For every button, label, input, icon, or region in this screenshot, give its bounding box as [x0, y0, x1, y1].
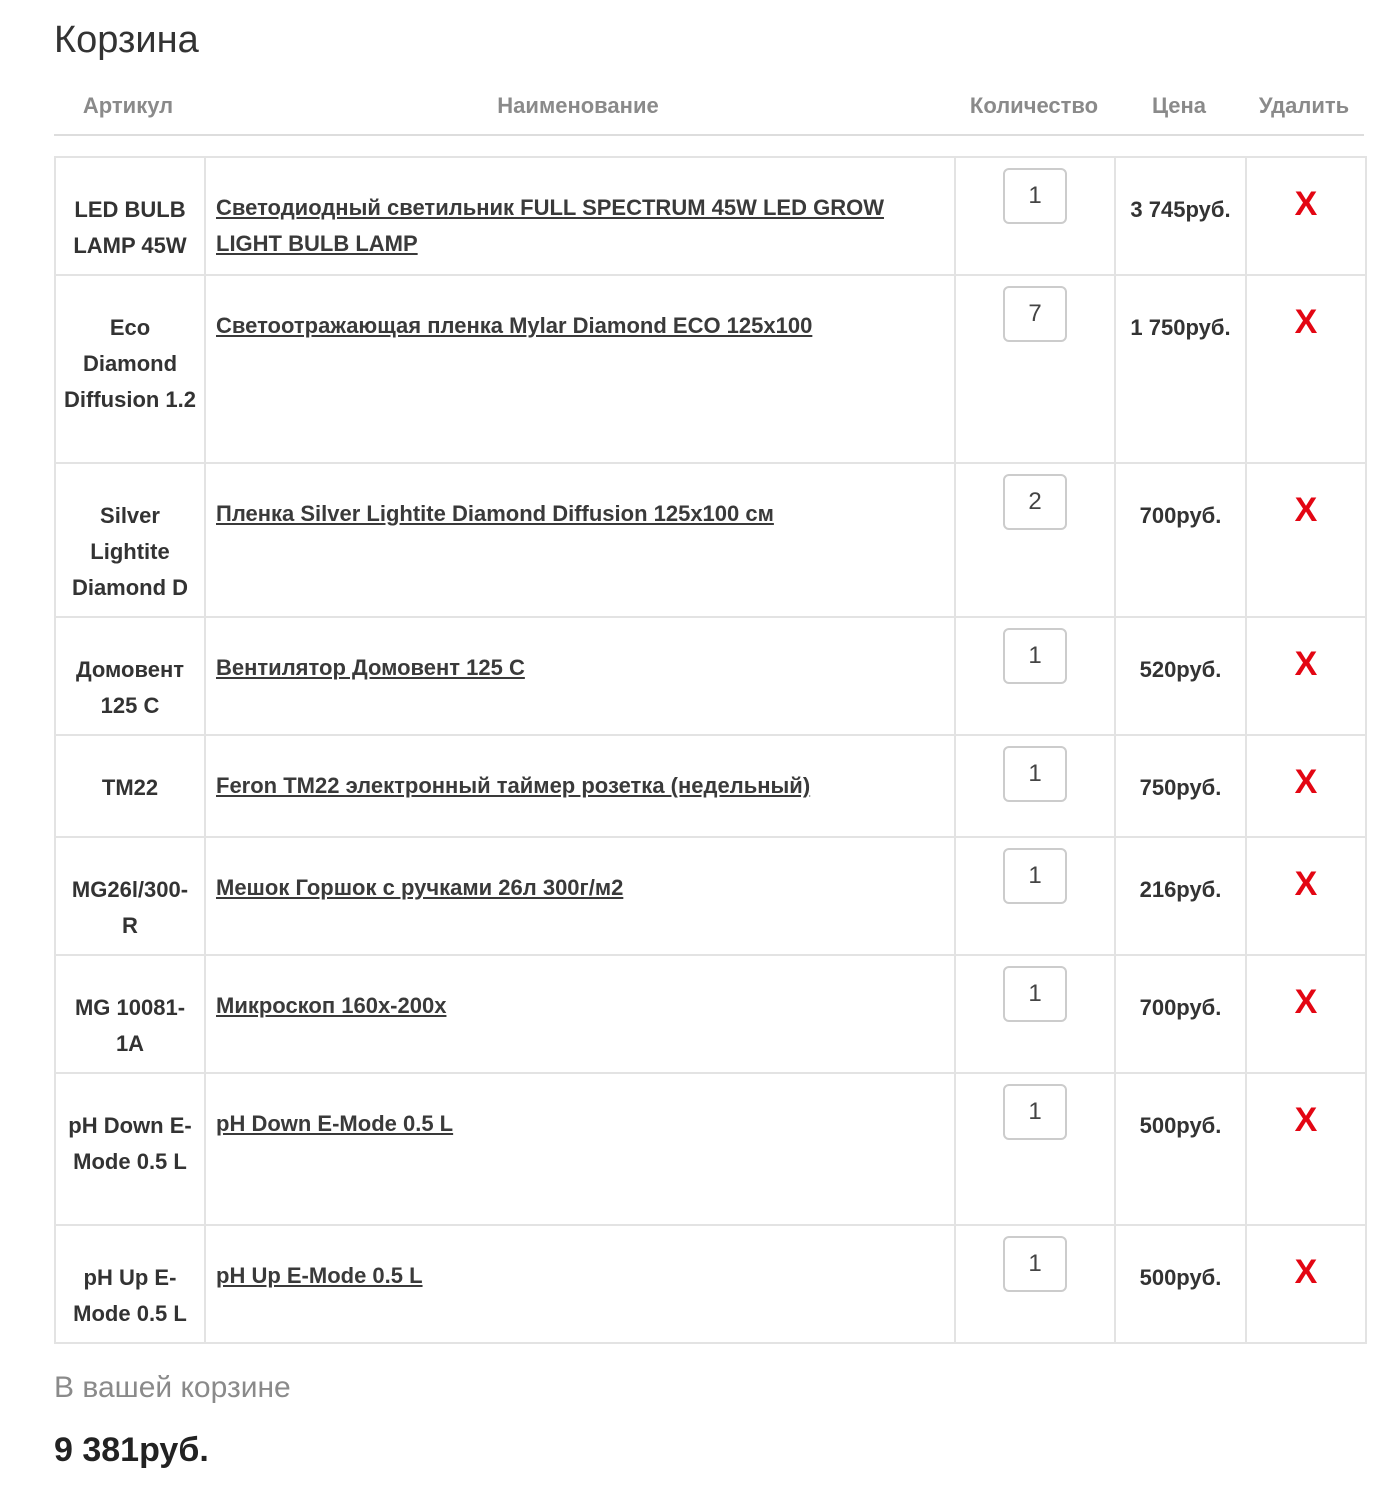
price-cell: 520руб.	[1115, 617, 1246, 735]
product-link[interactable]: Мешок Горшок с ручками 26л 300г/м2	[216, 875, 624, 900]
price-cell: 700руб.	[1115, 955, 1246, 1073]
price-cell: 500руб.	[1115, 1225, 1246, 1343]
quantity-input[interactable]: 1	[1003, 1236, 1067, 1292]
delete-button[interactable]: X	[1294, 865, 1318, 903]
delete-button[interactable]: X	[1294, 491, 1318, 529]
delete-button[interactable]: X	[1294, 1253, 1318, 1291]
delete-button[interactable]: X	[1294, 1101, 1318, 1139]
table-row	[55, 837, 1366, 955]
product-link[interactable]: Feron TM22 электронный таймер розетка (недельный)	[216, 773, 811, 798]
quantity-input[interactable]: 1	[1003, 848, 1067, 904]
product-link[interactable]: Светоотражающая пленка Mylar Diamond ECO 125x100	[216, 313, 813, 338]
product-link[interactable]: Вентилятор Домовент 125 С	[216, 655, 525, 680]
article-cell: pH Down E-Mode 0.5 L	[55, 1073, 205, 1225]
article-cell: LED BULB LAMP 45W	[55, 157, 205, 275]
article-cell: MG 10081-1A	[55, 955, 205, 1073]
table-row	[55, 735, 1366, 837]
cart-total: 9 381руб.	[54, 1431, 209, 1469]
delete-button[interactable]: X	[1294, 303, 1318, 341]
article-cell: pH Up E-Mode 0.5 L	[55, 1225, 205, 1343]
cart-summary-label: В вашей корзине	[54, 1371, 291, 1404]
price-cell: 750руб.	[1115, 735, 1246, 837]
price-cell: 700руб.	[1115, 463, 1246, 617]
table-row	[55, 1225, 1366, 1343]
page-title: Корзина	[54, 19, 199, 61]
quantity-input[interactable]: 1	[1003, 746, 1067, 802]
table-row	[55, 275, 1366, 463]
price-cell: 3 745руб.	[1115, 157, 1246, 275]
header-article: Артикул	[82, 93, 174, 118]
article-cell: Silver Lightite Diamond D	[55, 463, 205, 617]
price-cell: 500руб.	[1115, 1073, 1246, 1225]
header-price: Цена	[1151, 93, 1207, 118]
product-link[interactable]: Пленка Silver Lightite Diamond Diffusion 125x100 см	[216, 501, 774, 526]
product-link[interactable]: Светодиодный светильник FULL SPECTRUM 45W LED GROW LIGHT BULB LAMP	[216, 195, 884, 256]
cart-table	[54, 156, 1367, 1344]
product-link[interactable]: pH Up E-Mode 0.5 L	[216, 1263, 423, 1288]
delete-button[interactable]: X	[1294, 185, 1318, 223]
table-row	[55, 463, 1366, 617]
delete-button[interactable]: X	[1294, 983, 1318, 1021]
price-cell: 216руб.	[1115, 837, 1246, 955]
article-cell: TM22	[55, 735, 205, 837]
table-row	[55, 157, 1366, 275]
article-cell: MG26l/300-R	[55, 837, 205, 955]
quantity-input[interactable]: 1	[1003, 168, 1067, 224]
table-header	[54, 84, 1364, 136]
table-row	[55, 1073, 1366, 1225]
quantity-input[interactable]: 1	[1003, 966, 1067, 1022]
quantity-input[interactable]: 1	[1003, 1084, 1067, 1140]
table-row	[55, 617, 1366, 735]
table-row	[55, 955, 1366, 1073]
product-link[interactable]: Микроскоп 160x-200x	[216, 993, 447, 1018]
product-link[interactable]: pH Down E-Mode 0.5 L	[216, 1111, 454, 1136]
quantity-input[interactable]: 7	[1003, 286, 1067, 342]
delete-button[interactable]: X	[1294, 763, 1318, 801]
article-cell: Eco Diamond Diffusion 1.2	[55, 275, 205, 463]
header-name: Наименование	[497, 93, 659, 118]
header-quantity: Количество	[969, 93, 1099, 118]
quantity-input[interactable]: 2	[1003, 474, 1067, 530]
article-cell: Домовент 125 С	[55, 617, 205, 735]
quantity-input[interactable]: 1	[1003, 628, 1067, 684]
price-cell: 1 750руб.	[1115, 275, 1246, 463]
delete-button[interactable]: X	[1294, 645, 1318, 683]
header-delete: Удалить	[1258, 93, 1350, 118]
